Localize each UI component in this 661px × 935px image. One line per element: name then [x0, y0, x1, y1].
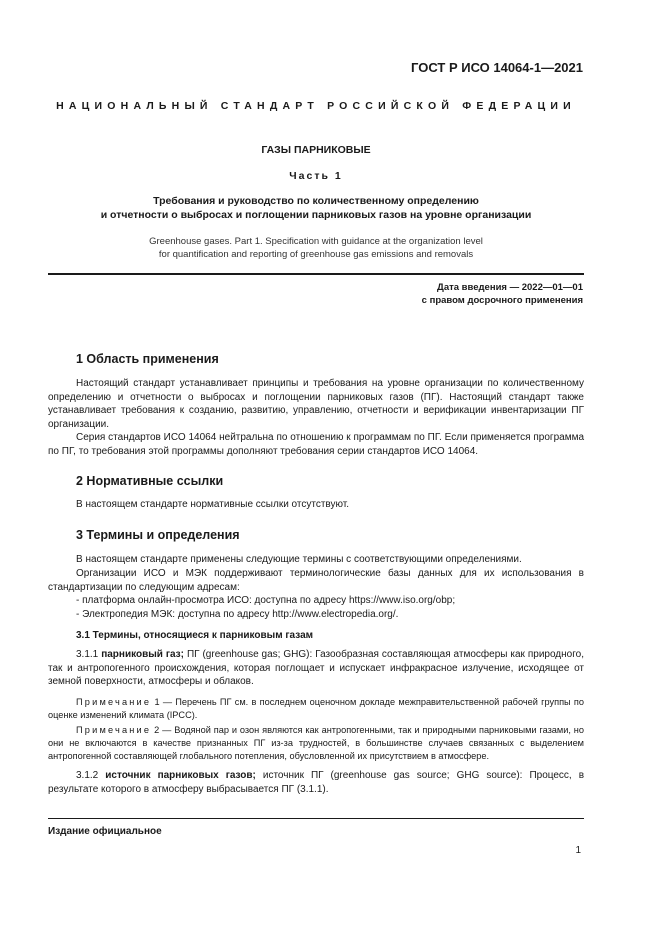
header-divider	[48, 273, 584, 275]
list-item: - платформа онлайн-просмотра ИСО: доступна по адресу https://www.iso.org/obp;	[76, 595, 456, 606]
term-3-1-1: 3.1.1 парниковый газ; ПГ (greenhouse gas; GHG): Газообразная составляющая атмосферы как природного, так и антропогенного происхождения, которая поглощает и испускает инфракрасное излучение, исходящее от земной поверхности, атмосферы и облаков.	[48, 649, 584, 688]
introduction-date	[422, 281, 583, 307]
english-title-line: Greenhouse gases. Part 1. Specification with guidance at the organization level	[149, 236, 483, 247]
term-name: источник парниковых газов;	[105, 770, 256, 781]
term-3-1-2: 3.1.2 источник парниковых газов; источник ПГ (greenhouse gas source; GHG source): Процесс, в результате которого в атмосферу выбрасывается ПГ (3.1.1).	[48, 770, 585, 795]
term-name: парниковый газ;	[101, 649, 184, 660]
section-1-heading: 1 Область применения	[76, 352, 219, 366]
subsection-3-1-heading: 3.1 Термины, относящиеся к парниковым газам	[76, 630, 314, 641]
early-application-note: с правом досрочного применения	[421, 295, 583, 306]
section-1-paragraph: Настоящий стандарт устанавливает принципы и требования на уровне организации по количественному определению и отчетности о выбросах и поглощении парниковых газов (ПГ). Настоящий стандарт также устанавливает требования к созданию, развитию, управлению, отчетности и верификации инвентаризации ПГ организации.	[48, 378, 584, 430]
note-label: Примечание	[76, 725, 152, 735]
document-part: Часть 1	[289, 170, 343, 182]
english-title-line: for quantification and reporting of greenhouse gas emissions and removals	[158, 249, 474, 260]
english-title	[60, 235, 572, 261]
address-list	[76, 594, 455, 621]
section-3-paragraph: В настоящем стандарте применены следующие термины с соответствующими определениями.	[76, 554, 522, 565]
section-2-paragraph: В настоящем стандарте нормативные ссылки отсутствуют.	[76, 499, 350, 510]
section-2-heading: 2 Нормативные ссылки	[76, 474, 224, 488]
page-number: 1	[575, 845, 581, 856]
section-3-paragraph: Организации ИСО и МЭК поддерживают терминологические базы данных для их использования в стандартизации по следующим адресам:	[48, 568, 584, 593]
document-subtitle	[60, 195, 572, 222]
official-edition-label: Издание официальное	[48, 826, 162, 837]
note-2: Примечание 2 — Водяной пар и озон являются как антропогенными, так и природными парниковыми газами, но они не включаются в качестве признанных ПГ из-за трудностей, в большинстве случаев связанных с выделением антропогенной составляющей глобального потепления, обусловленной их присутствием в атмосфере.	[48, 725, 584, 761]
national-standard-label: НАЦИОНАЛЬНЫЙ СТАНДАРТ РОССИЙСКОЙ ФЕДЕРАЦИИ	[56, 100, 576, 112]
subtitle-line: Требования и руководство по количественному определению	[153, 195, 479, 207]
section-1-paragraph: Серия стандартов ИСО 14064 нейтральна по отношению к программам по ПГ. Если применяется программа по ПГ, то требования этой программы дополняют требования серии стандартов ИСО 14064.	[48, 432, 584, 457]
note-1: Примечание 1 — Перечень ПГ см. в последнем оценочном докладе межправительственной рабочей группы по оценке изменений климата (IPCC).	[48, 697, 584, 720]
introduction-date-line: Дата введения — 2022—01—01	[437, 282, 583, 293]
note-label: Примечание	[76, 697, 152, 707]
subtitle-line: и отчетности о выбросах и поглощении парниковых газов на уровне организации	[100, 208, 532, 221]
document-code: ГОСТ Р ИСО 14064-1—2021	[411, 60, 583, 75]
document-title: ГАЗЫ ПАРНИКОВЫЕ	[261, 144, 371, 156]
list-item: - Электропедия МЭК: доступна по адресу http://www.electropedia.org/.	[76, 608, 399, 620]
footer-divider	[48, 818, 584, 819]
section-3-heading: 3 Термины и определения	[76, 528, 240, 542]
